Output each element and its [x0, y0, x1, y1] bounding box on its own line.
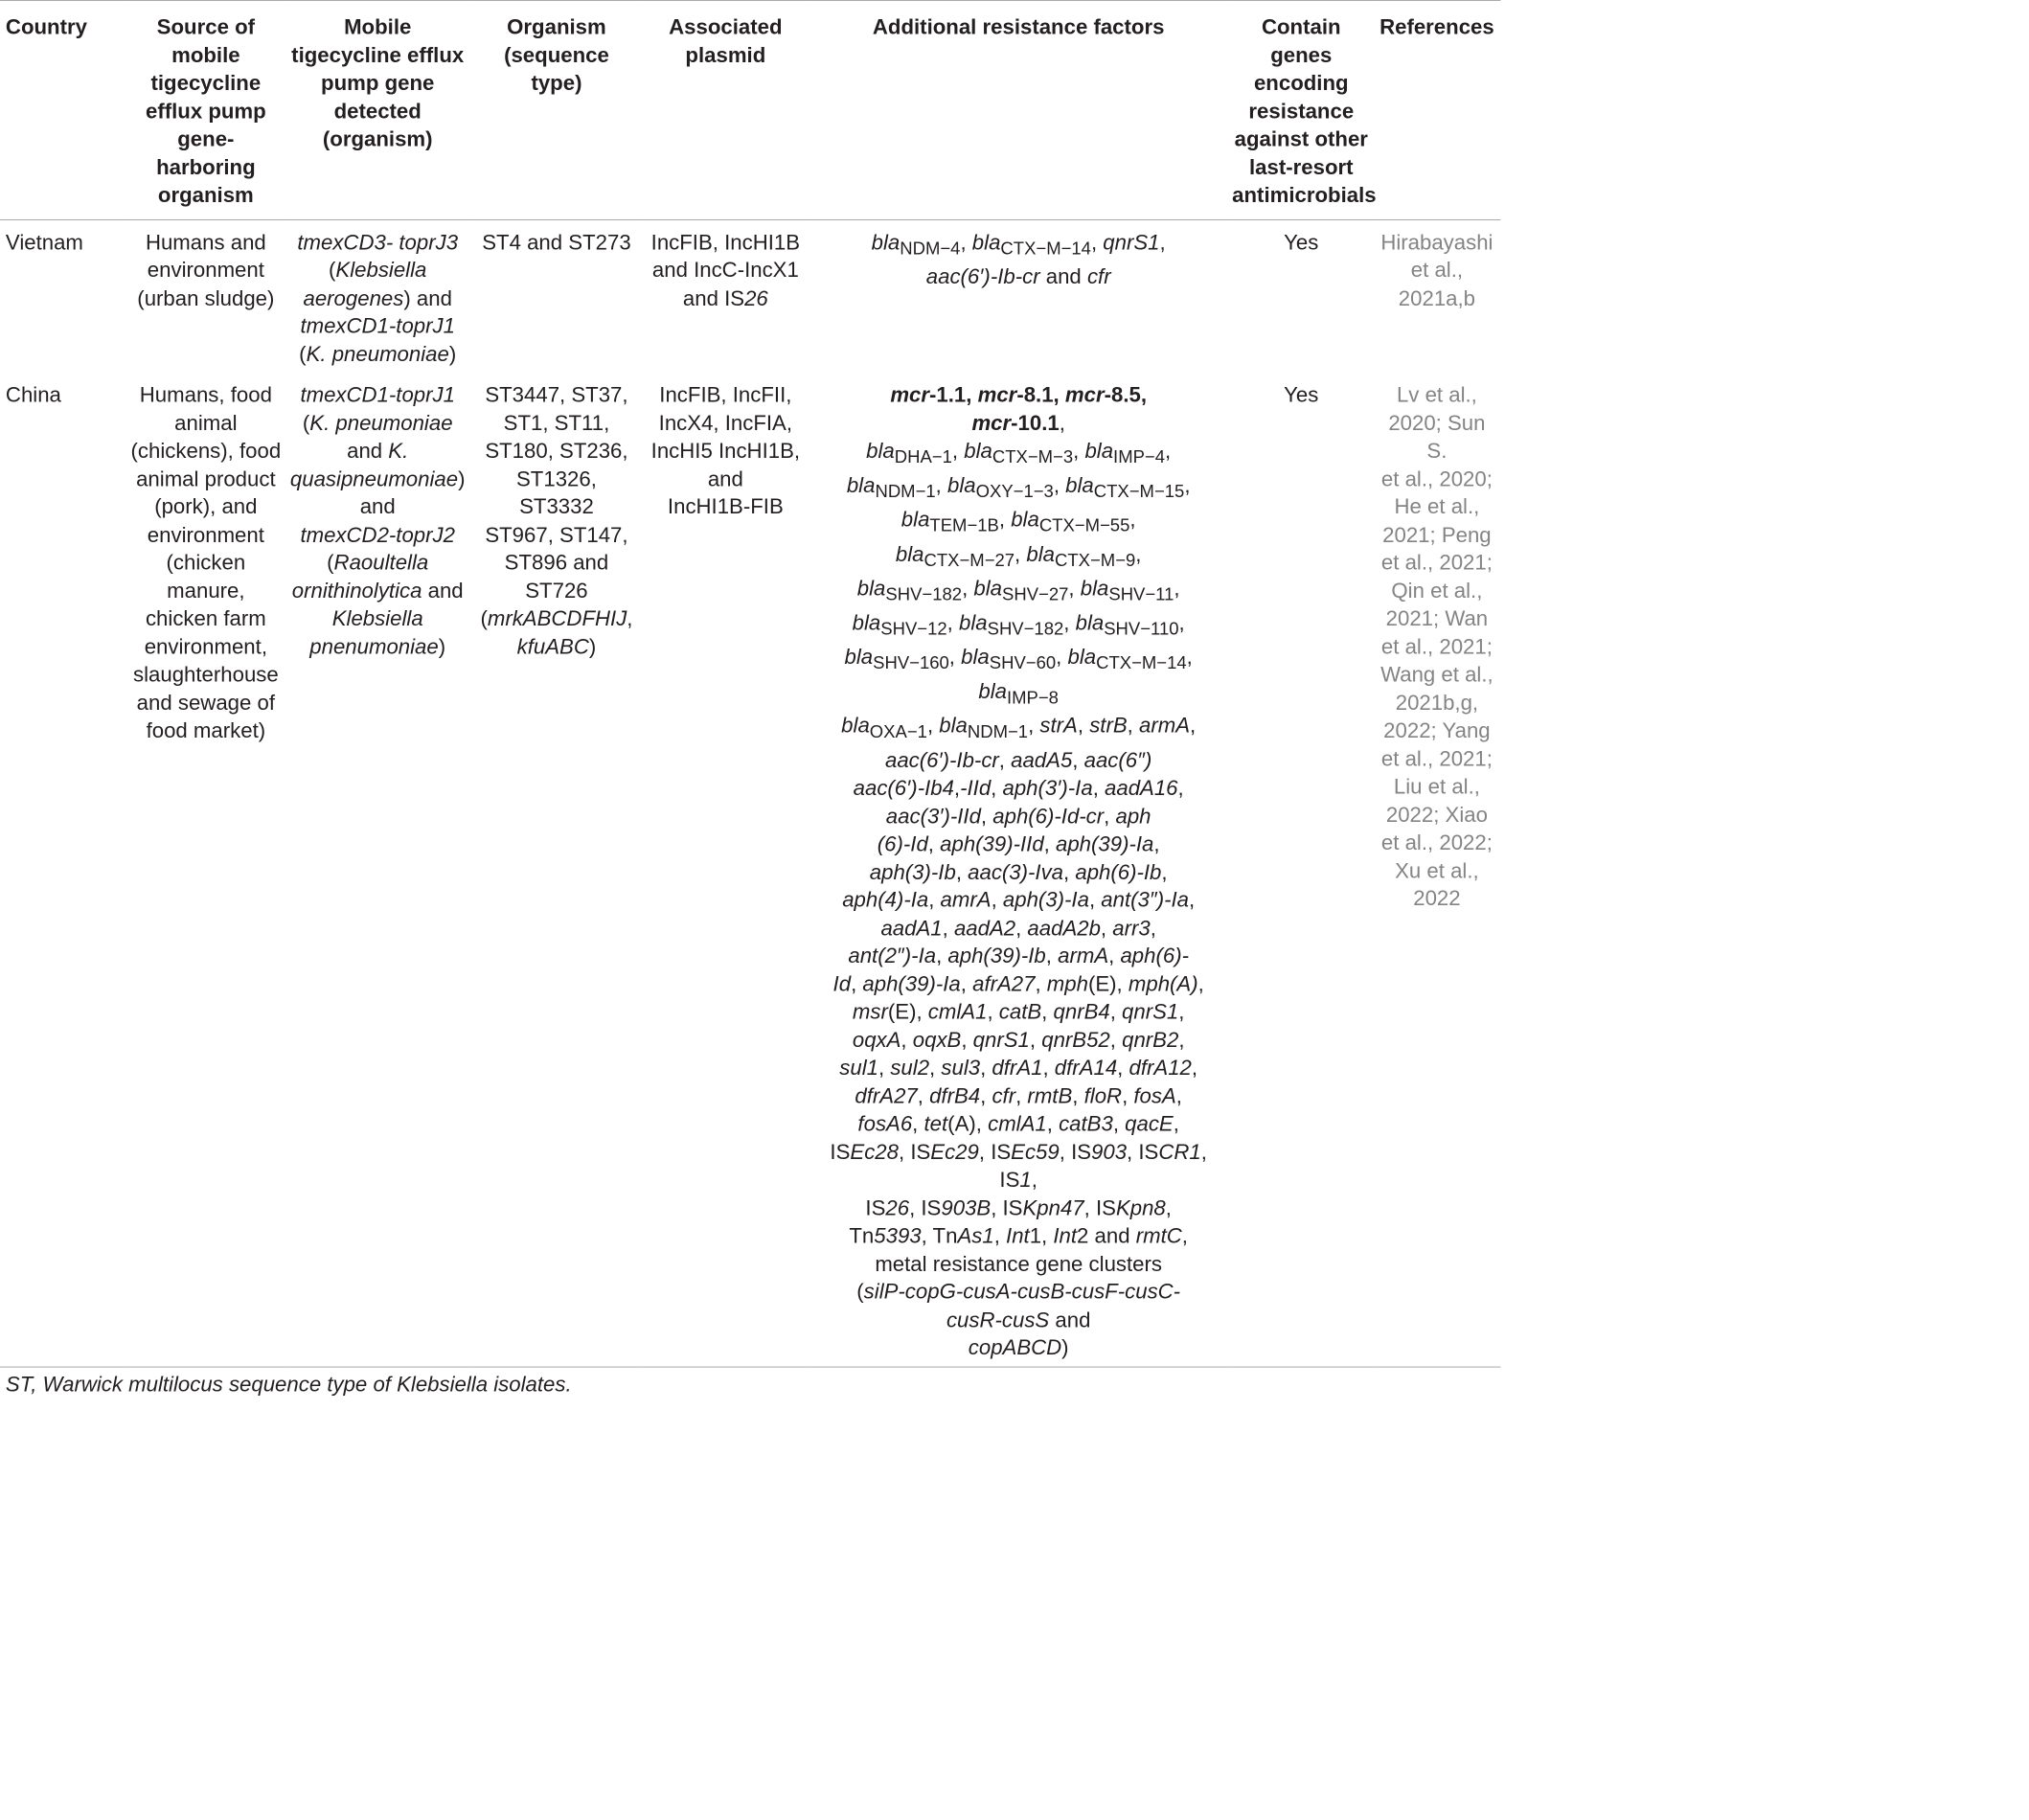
table-row — [0, 219, 1500, 373]
header-line: (organism) — [322, 127, 433, 151]
cell-line: (chickens), food — [130, 439, 282, 463]
header-line: antimicrobials — [1232, 183, 1377, 207]
cell-line: oqxA, oqxB, qnrS1, qnrB52, qnrB2, — [852, 1028, 1185, 1052]
cell-line: msr(E), cmlA1, catB, qnrB4, qnrS1, — [852, 1000, 1185, 1024]
cell-line: Hirabayashi — [1380, 230, 1493, 255]
cell-line: Qin et al., — [1391, 579, 1483, 603]
cell-line: 2021; Wan — [1385, 606, 1489, 631]
cell-line: aac(6′)-Ib-cr and cfr — [925, 264, 1111, 289]
cell-line: Tn5393, TnAs1, Int1, Int2 and rmtC, — [849, 1224, 1188, 1248]
cell-line: 2021b,g, — [1395, 691, 1479, 715]
header-line: Organism — [507, 15, 606, 39]
cell-line: et al., 2020; — [1380, 466, 1493, 491]
cell-line: ant(2″)-Ia, aph(39)-Ib, armA, aph(6)- — [848, 944, 1189, 968]
resistance-factors-cell — [808, 373, 1229, 1367]
cell-line: IncFIB, IncFII, — [659, 383, 792, 407]
col-gene-header — [285, 0, 469, 219]
source-cell — [126, 373, 285, 1367]
cell-line: ST180, ST236, — [485, 439, 628, 463]
last-resort-cell: Yes — [1284, 230, 1319, 255]
cell-line: aac(6′)-Ib4,-IId, aph(3′)-Ia, aadA16, — [853, 776, 1184, 801]
cell-line: (Raoultella — [327, 551, 429, 575]
header-row — [0, 0, 1500, 219]
cell-line: slaughterhouse — [132, 663, 279, 687]
col-factors-header — [808, 0, 1229, 219]
cell-line: Xu et al., — [1395, 858, 1479, 883]
cell-line: and — [707, 466, 743, 491]
cell-line: metal resistance gene clusters — [875, 1252, 1163, 1276]
header-line: detected — [333, 99, 422, 124]
header-line: efflux pump — [145, 99, 266, 124]
cell-line: IS1, — [999, 1168, 1037, 1193]
header-line: type) — [531, 71, 582, 96]
cell-line: IncFIB, IncHI1B — [650, 230, 801, 255]
plasmid-cell — [644, 219, 809, 373]
cell-line: IncX4, IncFIA, — [658, 411, 793, 435]
table-footnote: ST, Warwick multilocus sequence type of Klebsiella isolates. — [5, 1372, 572, 1397]
references-cell — [1373, 219, 1500, 373]
references-cell — [1373, 373, 1500, 1367]
header-line: genes — [1270, 43, 1333, 67]
cell-line: ST4 and ST273 — [482, 230, 631, 255]
gene-cell — [285, 373, 469, 1367]
header-line: against other — [1234, 127, 1368, 151]
cell-line: and K. — [347, 439, 409, 463]
cell-line: bla$_{SHV-160}$, bla$_{SHV-60}$, bla$_{CTX-M-14}$, — [844, 645, 1193, 673]
cell-line: bla$_{NDM-4}$, bla$_{CTX-M-14}$, qnrS1, — [871, 230, 1166, 259]
cell-line: ST1, ST11, — [503, 411, 610, 435]
cell-line: copABCD) — [968, 1335, 1069, 1360]
cell-line: et al., 2022; — [1380, 830, 1493, 854]
cell-line: cusR-cusS and — [946, 1308, 1091, 1332]
cell-line: aerogenes) and — [303, 286, 452, 310]
gene-cell — [285, 219, 469, 373]
cell-line: and IS26 — [682, 286, 768, 310]
cell-line: (chicken — [166, 551, 246, 575]
cell-line: Lv et al., — [1396, 383, 1477, 407]
cell-line: et al., 2021; — [1380, 746, 1493, 771]
cell-line: et al., — [1410, 258, 1464, 283]
col-references-header — [1373, 0, 1500, 219]
cell-line: and IncC-IncX1 — [651, 258, 799, 283]
col-organism-header — [469, 0, 643, 219]
cell-line: 2021; Peng — [1382, 523, 1492, 547]
cell-line: animal — [174, 411, 238, 435]
cell-line: quasipneumoniae) — [289, 466, 466, 491]
cell-line: chicken farm — [145, 606, 266, 631]
header-line: gene- — [177, 127, 235, 151]
header-line: Source of — [156, 15, 256, 39]
cell-line: bla$_{OXA-1}$, bla$_{NDM-1}$, strA, strB, armA, — [841, 714, 1197, 742]
country-cell: China — [5, 383, 61, 407]
cell-line: ornithinolytica and — [291, 579, 464, 603]
col-country-header — [0, 0, 126, 219]
cell-line: Humans and — [145, 230, 266, 255]
cell-line: (mrkABCDFHIJ, — [480, 606, 633, 631]
cell-line: et al., 2021; — [1380, 635, 1493, 659]
cell-line: (urban sludge) — [137, 286, 275, 310]
cell-line: bla$_{CTX-M-27}$, bla$_{CTX-M-9}$, — [895, 542, 1142, 571]
header-line: Associated — [669, 15, 783, 39]
cell-line: Klebsiella — [331, 606, 423, 631]
header-line: organism — [157, 183, 254, 207]
header-line: tigecycline — [150, 71, 262, 96]
cell-line: tmexCD1-toprJ1 — [300, 314, 455, 338]
header-line: References — [1379, 15, 1494, 39]
cell-line: bla$_{NDM-1}$, bla$_{OXY-1-3}$, bla$_{CTX-M-15}$, — [846, 473, 1191, 502]
header-line: last-resort — [1249, 155, 1354, 179]
cell-line: bla$_{TEM-1B}$, bla$_{CTX-M-55}$, — [901, 508, 1136, 536]
cell-line: Humans, food — [139, 383, 272, 407]
cell-line: (6)-Id, aph(39)-IId, aph(39)-Ia, — [877, 832, 1160, 856]
cell-line: and sewage of — [136, 691, 276, 715]
header-line: Country — [5, 15, 87, 39]
cell-line: (silP-copG-cusA-cusB-cusF-cusC- — [856, 1280, 1181, 1304]
cell-line: aac(3′)-IId, aph(6)-Id-cr, aph — [885, 804, 1151, 829]
cell-line: ST1326, — [516, 466, 597, 491]
cell-line: tmexCD2-toprJ2 — [300, 523, 455, 547]
cell-line: IS26, IS903B, ISKpn47, ISKpn8, — [865, 1195, 1172, 1220]
cell-line: et al., 2021; — [1380, 551, 1493, 575]
cell-line: ST896 and — [504, 551, 609, 575]
header-line: Mobile — [344, 15, 412, 39]
cell-line: kfuABC) — [516, 635, 597, 659]
cell-line: 2022; Xiao — [1385, 803, 1488, 827]
cell-line: (K. pneumoniae — [302, 411, 453, 435]
cell-line: bla$_{SHV-182}$, bla$_{SHV-27}$, bla$_{SHV-11}$, — [856, 577, 1180, 604]
cell-line: Wang et al., — [1380, 663, 1493, 687]
cell-line: 2020; Sun S. — [1388, 411, 1486, 463]
cell-line: dfrA27, dfrB4, cfr, rmtB, floR, fosA, — [855, 1083, 1182, 1108]
cell-line: ST967, ST147, — [485, 523, 628, 547]
last-resort-cell: Yes — [1284, 383, 1319, 407]
cell-line: ST726 — [525, 579, 588, 603]
cell-line: aph(3)-Ib, aac(3)-Iva, aph(6)-Ib, — [869, 860, 1168, 884]
cell-line: aph(4)-Ia, amrA, aph(3)-Ia, ant(3″)-Ia, — [842, 888, 1196, 912]
header-line: mobile — [171, 43, 240, 67]
cell-line: bla$_{IMP-8}$ — [978, 679, 1059, 708]
cell-line: (pork), and — [154, 494, 258, 519]
header-line: resistance — [1248, 99, 1355, 124]
header-line: pump gene — [321, 71, 435, 96]
header-line: (sequence — [504, 43, 609, 67]
cell-line: pnenumoniae) — [309, 635, 446, 659]
cell-line: 2021a,b — [1398, 286, 1476, 310]
cell-line: environment, — [144, 635, 267, 659]
header-line: encoding — [1253, 71, 1349, 96]
header-line: Contain — [1261, 15, 1341, 39]
source-cell — [126, 219, 285, 373]
cell-line: (K. pneumoniae) — [299, 342, 457, 367]
cell-line: Liu et al., — [1393, 775, 1480, 799]
cell-line: Id, aph(39)-Ia, afrA27, mph(E), mph(A), — [832, 972, 1204, 996]
header-line: plasmid — [685, 43, 766, 67]
cell-line: He et al., — [1394, 494, 1480, 519]
cell-line: fosA6, tet(A), cmlA1, catB3, qacE, — [857, 1112, 1179, 1136]
cell-line: ST3332 — [519, 494, 594, 519]
cell-line: tmexCD1-toprJ1 — [300, 383, 455, 407]
cell-line: 2022 — [1413, 886, 1461, 911]
cell-line: manure, — [167, 579, 245, 603]
cell-line: 2022; Yang — [1383, 718, 1491, 743]
table-row — [0, 373, 1500, 1367]
col-last-resort-header — [1229, 0, 1377, 219]
cell-line: bla$_{SHV-12}$, bla$_{SHV-182}$, bla$_{SHV-110}$, — [852, 610, 1185, 639]
cell-line: tmexCD3- toprJ3 — [297, 230, 459, 255]
cell-line: mcr-1.1, mcr-8.1, mcr-8.5, — [890, 383, 1148, 407]
cell-line: ISEc28, ISEc29, ISEc59, IS903, ISCR1, — [830, 1140, 1207, 1164]
header-line: Additional resistance factors — [872, 15, 1165, 39]
header-line: tigecycline efflux — [291, 43, 465, 67]
cell-line: aadA1, aadA2, aadA2b, arr3, — [880, 916, 1156, 941]
country-cell: Vietnam — [5, 230, 83, 255]
organism-cell — [469, 373, 643, 1367]
organism-cell — [469, 219, 643, 373]
resistance-factors-cell — [808, 219, 1229, 373]
cell-line: animal product — [136, 466, 276, 491]
cell-line: IncHI1B-FIB — [667, 494, 784, 519]
cell-line: bla$_{DHA-1}$, bla$_{CTX-M-3}$, bla$_{IMP-4}$, — [866, 439, 1172, 467]
cell-line: (Klebsiella — [329, 258, 427, 283]
cell-line: environment — [147, 523, 264, 547]
col-source-header — [126, 0, 285, 219]
cell-line: and — [359, 494, 396, 519]
cell-line: ST3447, ST37, — [485, 383, 628, 407]
header-line: harboring — [156, 155, 256, 179]
cell-line: mcr-10.1, — [971, 411, 1065, 435]
plasmid-cell — [644, 373, 809, 1367]
cell-line: aac(6′)-Ib-cr, aadA5, aac(6″) — [884, 748, 1152, 772]
col-plasmid-header — [644, 0, 809, 219]
cell-line: food market) — [146, 718, 266, 743]
cell-line: sul1, sul2, sul3, dfrA1, dfrA14, dfrA12, — [839, 1056, 1198, 1081]
cell-line: IncHI5 IncHI1B, — [650, 439, 801, 463]
table-body — [0, 219, 1500, 1366]
cell-line: environment — [147, 258, 264, 283]
